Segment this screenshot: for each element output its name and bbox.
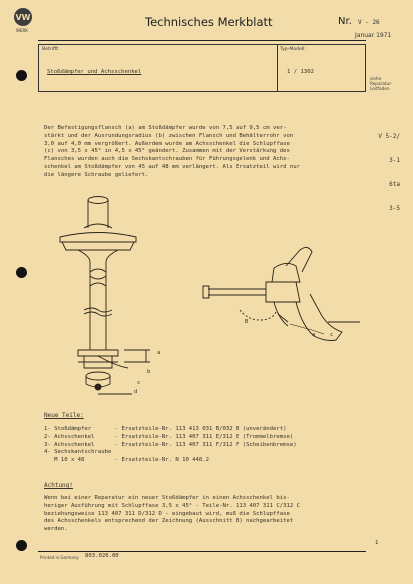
vw-logo: VW — [14, 8, 32, 26]
label-c-right: c — [330, 332, 334, 338]
vw-logo-sub: WERK — [16, 28, 28, 33]
typmodell-value: 1 / 1302 — [287, 69, 314, 75]
footer-rule — [38, 551, 366, 552]
intro-line: Flansches wurden auch die Sechskantschrauben für Führungsgelenk und Achs- — [44, 156, 290, 163]
issue-date: Januar 1971 — [355, 32, 392, 39]
header-rule — [38, 40, 366, 41]
achtung-line: beziehungsweise 113 407 311 D/312 D - eingebaut wird, muß die Schlupffase — [44, 510, 290, 517]
intro-line: 3,0 auf 4,0 mm vergrößert. Außerdem wurde am Achsschenkel die Schlupffase — [44, 140, 290, 147]
label-b-left: b — [147, 369, 151, 375]
info-box-divider — [277, 45, 278, 91]
achtung-heading: Achtung! — [44, 482, 73, 489]
nr-label: Nr. — [338, 16, 352, 27]
nr-value: V - 26 — [358, 19, 380, 26]
printed-in: Printed in Germany — [40, 555, 79, 560]
achtung-line: des Achsschenkels entsprechend der Zeichnung (Ausschnitt B) nachgearbeitet — [44, 518, 294, 525]
parts-line: 1- Stoßdämpfer - Ersatzteile-Nr. 113 413 031 B/032 B (unverändert) — [44, 426, 287, 432]
intro-line: stärkt und der Ausrundungsradius (b) zwischen Flansch und Behälterrohr von — [44, 132, 294, 139]
page-number: 1 — [375, 540, 379, 546]
parts-line: 2- Achsschenkel - Ersatzteile-Nr. 113 407 311 E/312 E (Trommelbremse) — [44, 433, 294, 440]
achtung-line: werden. — [44, 526, 68, 533]
technical-drawing — [38, 190, 368, 402]
punch-hole-top — [16, 70, 27, 81]
shock-absorber-drawing — [60, 197, 150, 395]
achtung-paragraph — [44, 495, 364, 534]
typmodell-label: Typ-Modell: — [280, 47, 306, 52]
punch-hole-middle — [16, 267, 27, 278]
parts-line: 3- Achsschenkel - Ersatzteile-Nr. 113 407 311 F/312 F (Scheibenbremse) — [44, 441, 297, 448]
sidebar-refs: V 5-2/ 3-1 6ta 3-5 — [378, 133, 400, 212]
intro-line: (c) von 3,5 x 45° in 4,5 x 45° geändert. Zusammen mit der Verstärkung des — [44, 148, 290, 155]
info-box — [38, 44, 366, 92]
label-a-left: a — [157, 350, 161, 356]
axle-knuckle-drawing — [203, 247, 360, 340]
intro-line: schenkel am Stoßdämpfer von 45 auf 48 mm verlängert. Als Ersatzteil wird nur — [44, 163, 300, 170]
label-a-right: a — [312, 332, 316, 338]
parts-list — [44, 426, 364, 465]
page-title: Technisches Merkblatt — [145, 15, 273, 29]
sidebar-note: siehe Reparatur- Leitfaden — [370, 76, 393, 91]
intro-paragraph — [44, 125, 362, 180]
punch-hole-bottom — [16, 540, 27, 551]
betrifft-label: Betrifft: — [42, 47, 60, 52]
label-B: B — [245, 319, 249, 325]
betrifft-value: Stoßdämpfer und Achsschenkel — [47, 69, 142, 75]
intro-line: die längere Schraube geliefert. — [44, 171, 149, 178]
achtung-line: Wenn bei einer Reparatur ein neuer Stoßdämpfer in einen Achsschenkel bis- — [44, 495, 290, 501]
parts-line: 4- Sechskantschraube — [44, 449, 112, 456]
neue-teile-heading: Neue Teile: — [44, 412, 84, 419]
intro-line: Der Befestigungsflansch (a) am Stoßdämpfer wurde von 7,5 auf 9,5 cm ver- — [44, 125, 287, 131]
label-d: d — [134, 389, 138, 395]
label-c-left: c — [137, 380, 141, 386]
achtung-line: heriger Ausführung mit Schlupffase 3,5 x 45° - Teile-Nr. 113 407 311 C/312 C — [44, 502, 300, 509]
document-number: 803.026.00 — [85, 553, 119, 559]
parts-line: M 10 x 48 - Ersatzteile-Nr. N 10 448.2 — [44, 457, 210, 464]
